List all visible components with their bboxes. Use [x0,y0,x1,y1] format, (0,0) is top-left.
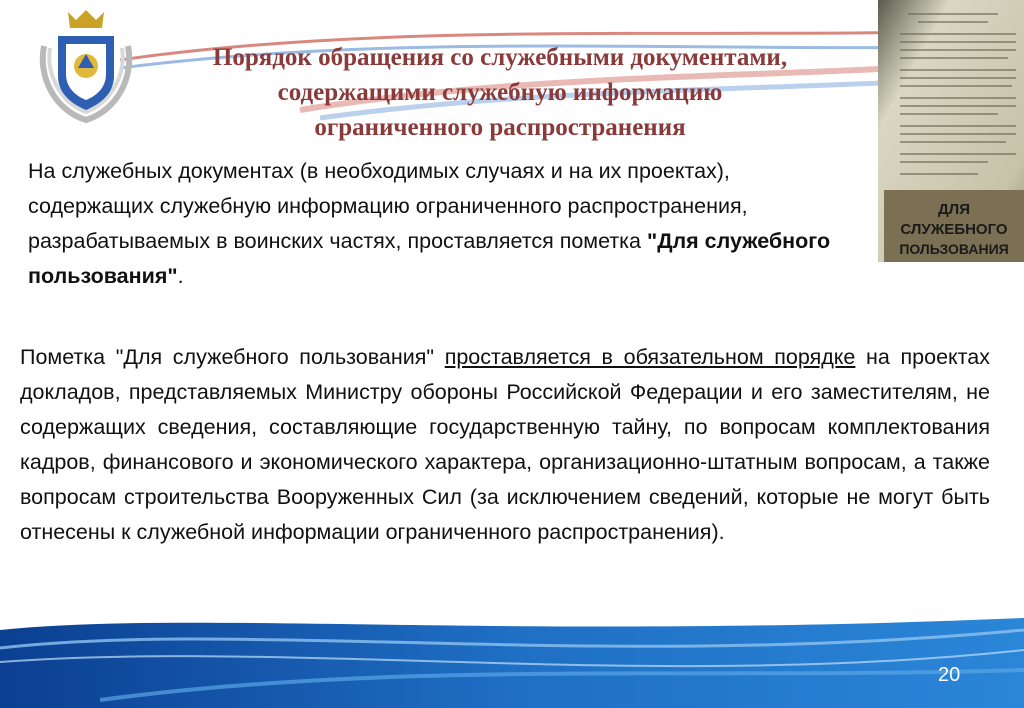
paragraph-part: Пометка "Для служебного пользования" [20,345,445,369]
title-line: ограниченного распространения [314,114,686,141]
classified-document-image [878,0,1024,262]
title-line: содержащими служебную информацию [277,79,723,106]
stamp-text: ПОЛЬЗОВАНИЯ [899,241,1009,257]
stamp-text: ДЛЯ [938,201,970,218]
paragraph-underlined: проставляется в обязательном порядке [444,345,856,369]
lead-paragraph [28,154,848,294]
paragraph-part: на проектах докладов, представляемых Министру обороны Российской Федерации и его заместителям, не содержащих сведения, составляющие государственную тайну, по вопросам комплектования кадров, финансового и экономического характера, организационно-штатным вопросам, а также вопросам строительства Вооруженных Сил (за исключением сведений, которые не могут быть отнесены к служебной информации ограниченного распространения). [20,345,990,544]
page-number: 20 [938,664,961,686]
lead-text: На служебных документах (в необходимых случаях и на их проектах), содержащих служебную информацию ограниченного распространения, разрабатываемых в воинских частях, проставляется пометка [28,159,748,253]
slide-title [130,40,870,145]
title-line: Порядок обращения со служебными документами, [212,44,788,71]
stamp-text: СЛУЖЕБНОГО [900,221,1008,238]
footer-wave [0,600,1024,708]
academy-emblem-icon [36,6,136,124]
lead-bold-mark: "Для служебного пользования" [28,229,831,288]
main-paragraph [20,340,990,550]
lead-end: . [177,264,184,288]
